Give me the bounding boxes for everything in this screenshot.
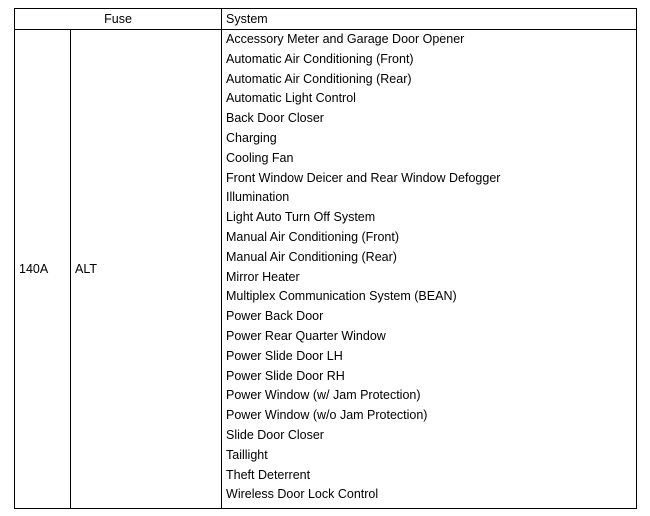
fuse-column-header: Fuse bbox=[15, 9, 222, 30]
list-item: Power Window (w/ Jam Protection) bbox=[226, 388, 421, 403]
system-column-header: System bbox=[222, 9, 637, 30]
system-list bbox=[222, 30, 636, 508]
list-item: Mirror Heater bbox=[226, 269, 300, 284]
fuse-name: ALT bbox=[71, 30, 222, 509]
fuse-amperage: 140A bbox=[15, 30, 71, 509]
table-row bbox=[15, 30, 637, 509]
list-item: Taillight bbox=[226, 447, 268, 462]
list-item: Automatic Light Control bbox=[226, 91, 356, 106]
system-list-cell bbox=[222, 30, 637, 509]
list-item: Automatic Air Conditioning (Front) bbox=[226, 51, 414, 66]
list-item: Manual Air Conditioning (Front) bbox=[226, 229, 400, 244]
list-item: Back Door Closer bbox=[226, 111, 324, 126]
list-item: Front Window Deicer and Rear Window Defogger bbox=[226, 170, 501, 185]
list-item: Light Auto Turn Off System bbox=[226, 210, 376, 225]
list-item: Power Window (w/o Jam Protection) bbox=[226, 408, 428, 423]
list-item: Charging bbox=[226, 130, 277, 145]
list-item: Automatic Air Conditioning (Rear) bbox=[226, 71, 412, 86]
list-item: Slide Door Closer bbox=[226, 427, 324, 442]
list-item: Power Rear Quarter Window bbox=[226, 328, 386, 343]
list-item: Accessory Meter and Garage Door Opener bbox=[226, 32, 465, 46]
list-item: Power Slide Door RH bbox=[226, 368, 345, 383]
list-item: Theft Deterrent bbox=[226, 467, 311, 482]
fuse-table bbox=[14, 8, 637, 509]
list-item: Wireless Door Lock Control bbox=[226, 487, 379, 502]
header-row bbox=[15, 9, 637, 30]
list-item: Power Back Door bbox=[226, 309, 324, 324]
list-item: Illumination bbox=[226, 190, 290, 205]
list-item: Manual Air Conditioning (Rear) bbox=[226, 249, 397, 264]
list-item: Multiplex Communication System (BEAN) bbox=[226, 289, 457, 304]
list-item: Cooling Fan bbox=[226, 150, 294, 165]
list-item: Power Slide Door LH bbox=[226, 348, 343, 363]
